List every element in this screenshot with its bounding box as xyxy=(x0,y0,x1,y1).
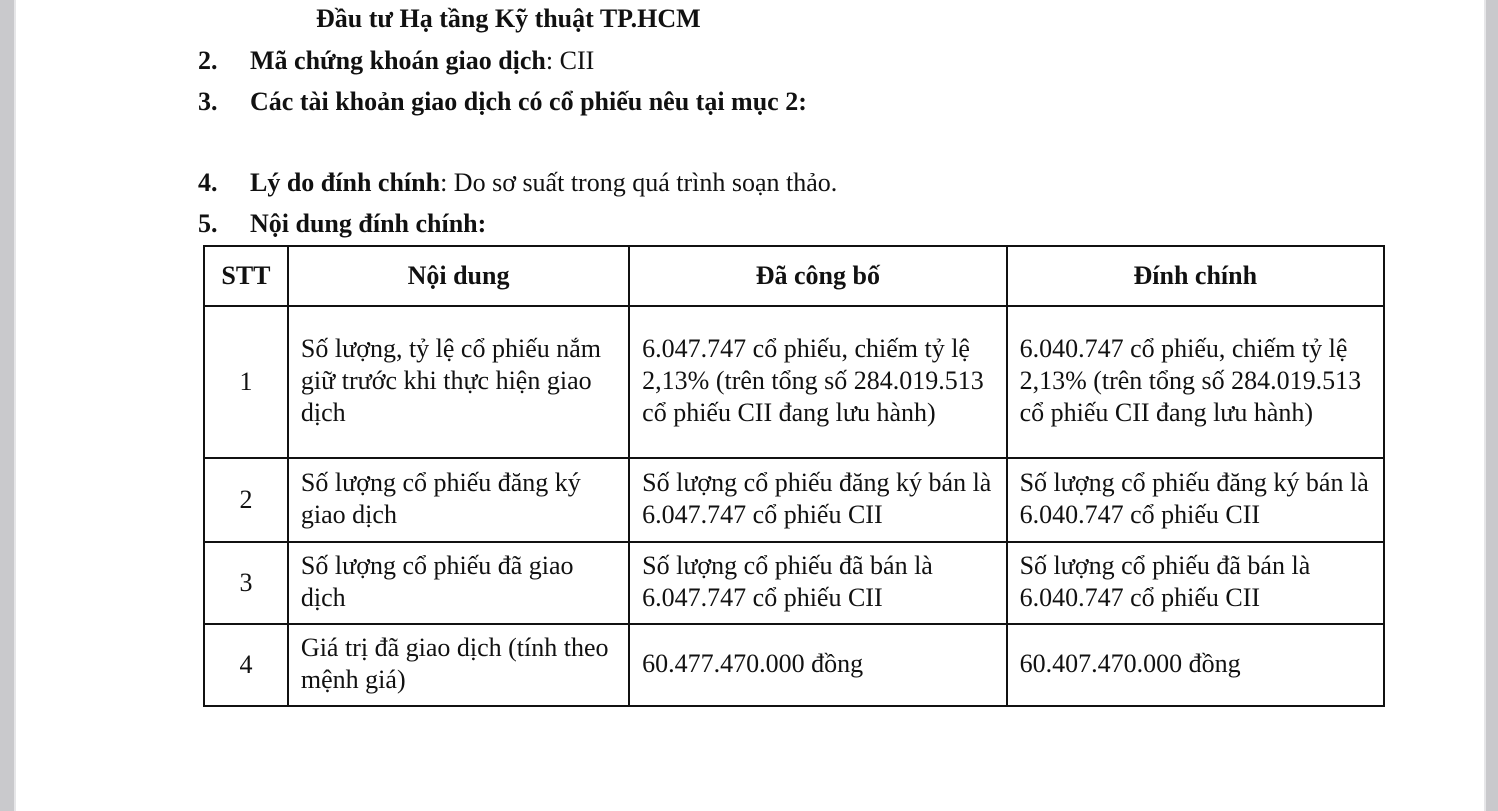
header-announced: Đã công bố xyxy=(629,246,1006,306)
item-separator: : xyxy=(440,168,454,197)
item-correction-content xyxy=(198,209,486,239)
cell-stt: 4 xyxy=(204,624,288,706)
item-stock-code xyxy=(198,46,594,76)
item-value: Do sơ suất trong quá trình soạn thảo. xyxy=(453,168,838,197)
table-row xyxy=(204,624,1384,706)
table-header-row xyxy=(204,246,1384,306)
cell-corrected: 6.040.747 cổ phiếu, chiếm tỷ lệ 2,13% (trên tổng số 284.019.513 cổ phiếu CII đang lưu hành) xyxy=(1007,306,1384,458)
item-label: Nội dung đính chính: xyxy=(250,209,487,238)
cell-stt: 2 xyxy=(204,458,288,542)
cell-corrected: 60.407.470.000 đồng xyxy=(1007,624,1384,706)
cell-content: Giá trị đã giao dịch (tính theo mệnh giá) xyxy=(288,624,629,706)
cell-content: Số lượng cổ phiếu đăng ký giao dịch xyxy=(288,458,629,542)
left-page-margin xyxy=(0,0,14,811)
item-trading-accounts xyxy=(198,87,807,117)
item-label: Mã chứng khoán giao dịch xyxy=(250,46,546,75)
right-page-margin xyxy=(1486,0,1498,811)
cell-announced: Số lượng cổ phiếu đăng ký bán là 6.047.747 cổ phiếu CII xyxy=(629,458,1006,542)
item-correction-reason xyxy=(198,168,837,198)
cell-announced: 6.047.747 cổ phiếu, chiếm tỷ lệ 2,13% (trên tổng số 284.019.513 cổ phiếu CII đang lưu hành) xyxy=(629,306,1006,458)
cell-content: Số lượng, tỷ lệ cổ phiếu nắm giữ trước khi thực hiện giao dịch xyxy=(288,306,629,458)
item-number: 3. xyxy=(198,87,218,116)
cell-corrected: Số lượng cổ phiếu đã bán là 6.040.747 cổ phiếu CII xyxy=(1007,542,1384,624)
header-corrected: Đính chính xyxy=(1007,246,1384,306)
cell-announced: 60.477.470.000 đồng xyxy=(629,624,1006,706)
left-page-edge-shadow xyxy=(14,0,16,811)
item-label: Các tài khoản giao dịch có cổ phiếu nêu tại mục 2: xyxy=(250,87,807,116)
table-row xyxy=(204,458,1384,542)
table-row xyxy=(204,542,1384,624)
cell-stt: 1 xyxy=(204,306,288,458)
table-row xyxy=(204,306,1384,458)
right-page-edge-shadow xyxy=(1484,0,1486,811)
header-stt: STT xyxy=(204,246,288,306)
item-label: Lý do đính chính xyxy=(250,168,441,197)
cell-announced: Số lượng cổ phiếu đã bán là 6.047.747 cổ phiếu CII xyxy=(629,542,1006,624)
header-content: Nội dung xyxy=(288,246,629,306)
cell-content: Số lượng cổ phiếu đã giao dịch xyxy=(288,542,629,624)
cell-corrected: Số lượng cổ phiếu đăng ký bán là 6.040.747 cổ phiếu CII xyxy=(1007,458,1384,542)
item-number: 5. xyxy=(198,209,218,238)
item-separator: : xyxy=(545,46,560,75)
item-number: 2. xyxy=(198,46,218,75)
item-value: CII xyxy=(559,46,595,75)
correction-table xyxy=(203,245,1385,707)
item-number: 4. xyxy=(198,168,218,197)
organization-name-line: Đầu tư Hạ tầng Kỹ thuật TP.HCM xyxy=(316,4,701,33)
cell-stt: 3 xyxy=(204,542,288,624)
